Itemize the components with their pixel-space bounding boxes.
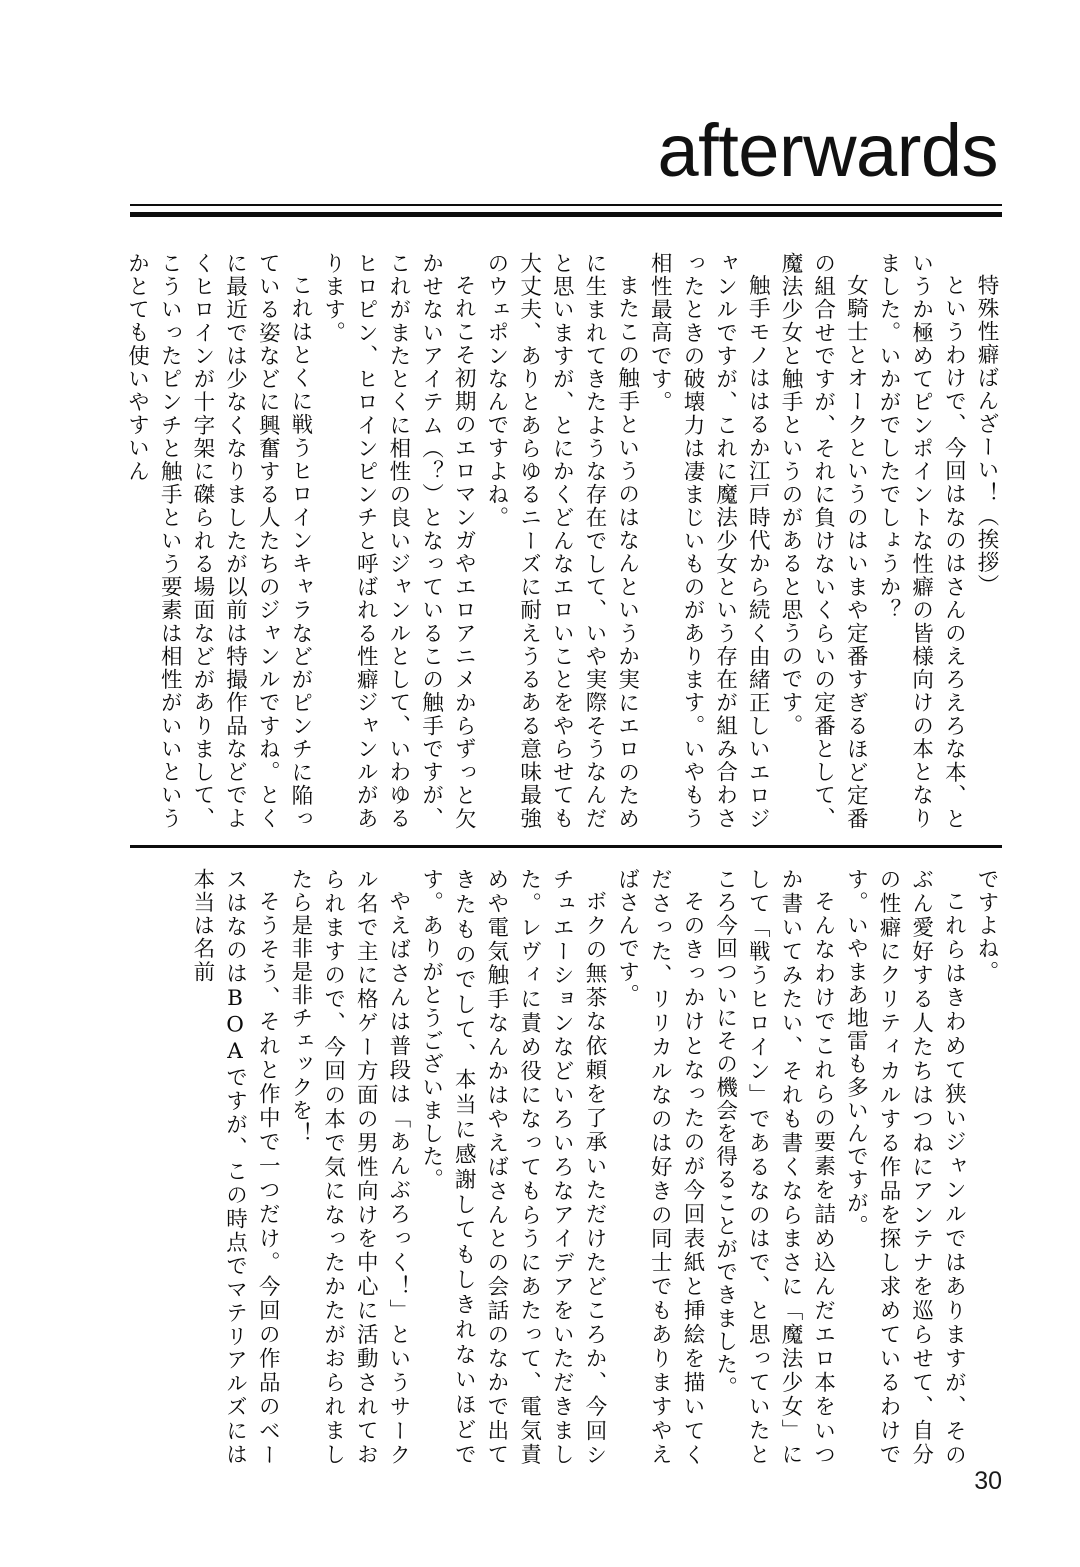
paragraph: そんなわけでこれらの要素を詰め込んだエロ本をいつか書いてみたい、それも書くならまさに「魔法少女」にして「戦うヒロイン」であるなのはで、と思っていたところ今回ついにその機会を得ることができました。 [712,868,836,1466]
page-number: 30 [974,1467,1002,1495]
afterword-bottom-block [122,868,1002,1466]
paragraph: これらはきわめて狭いジャンルではありますが、そのぶん愛好する人たちはつねにアンテナを巡らせて、自分の性癖にクリティカルする作品を探し求めているわけです。いやまあ地雷も多いんですが。 [843,868,967,1466]
page-title: afterwards [657,109,998,192]
paragraph: またこの触手というのはなんというか実にエロのために生まれてきたような存在でして、いや実際そうなんだと思いますが、とにかくどんなエロいことをやらせても大丈夫、ありとあらゆるニーズに耐えうるある意味最強のウェポンなんですよね。 [483,252,640,830]
paragraph: 特殊性癖ばんざーい！（挨拶） [974,273,999,597]
section-divider-rule [130,845,1002,848]
page-header [130,108,1002,220]
paragraph: 触手モノははるか江戸時代から続く由緒正しいエロジャンルですが、これに魔法少女という存在が組み合わさったときの破壊力は凄まじいものがあります。いやもう相性最高です。 [647,252,771,830]
paragraph: そうそう、それと作中で一つだけ。今回の作品のベースはなのはBOAですが、この時点でマテリアルズには本当は名前 [189,868,281,1466]
paragraph: ボクの無茶な依頼を了承いただけたどころか、今回シチュエーションなどいろいろなアイデアをいただきました。レヴィに責め役になってもらうにあたって、電気責めや電気触手なんかはやえばさんとの会話のなかで出てきたものでして、本当に感謝してもしきれないほどです。ありがとうございました。 [418,868,607,1466]
header-rule-thin [130,204,1002,206]
paragraph: ですよね。 [974,868,999,984]
paragraph: そのきっかけとなったのが今回表紙と挿絵を描いてくださった、リリカルなのは好きの同士でもありますやえばさんです。 [614,868,705,1466]
paragraph: やえばさんは普段は「あんぶろっく！」というサークル名で主に格ゲー方面の男性向けを中心に活動されておられますので、今回の本で気になったかたがおられましたら是非是非チェックを！ [287,868,411,1466]
paragraph: それこそ初期のエロマンガやエロアニメからずっと欠かせないアイテム（？）となっているこの触手ですが、これがまたとくに相性の良いジャンルとして、いわゆるヒロピン、ヒロインピンチと呼ばれる性癖ジャンルがあります。 [320,252,477,830]
paragraph: これはとくに戦うヒロインキャラなどがピンチに陥っている姿などに興奮する人たちのジャンルですね。とくに最近では少なくなりましたが以前は特撮作品などでよくヒロインが十字架に磔られる場面などがありまして、こういったピンチと触手という要素は相性がいいというかとても使いやすいん [124,252,313,830]
header-rule-thick [130,212,1002,217]
paragraph: というわけで、今回はなのはさんのえろえろな本、というか極めてピンポイントな性癖の皆様向けの本となりました。いかがでしたでしょうか？ [875,252,967,830]
afterword-top-block [122,252,1002,830]
paragraph: 女騎士とオークというのはいまや定番すぎるほど定番の組合せですが、それに負けないくらいの定番として、魔法少女と触手というのがあると思うのです。 [777,252,869,830]
